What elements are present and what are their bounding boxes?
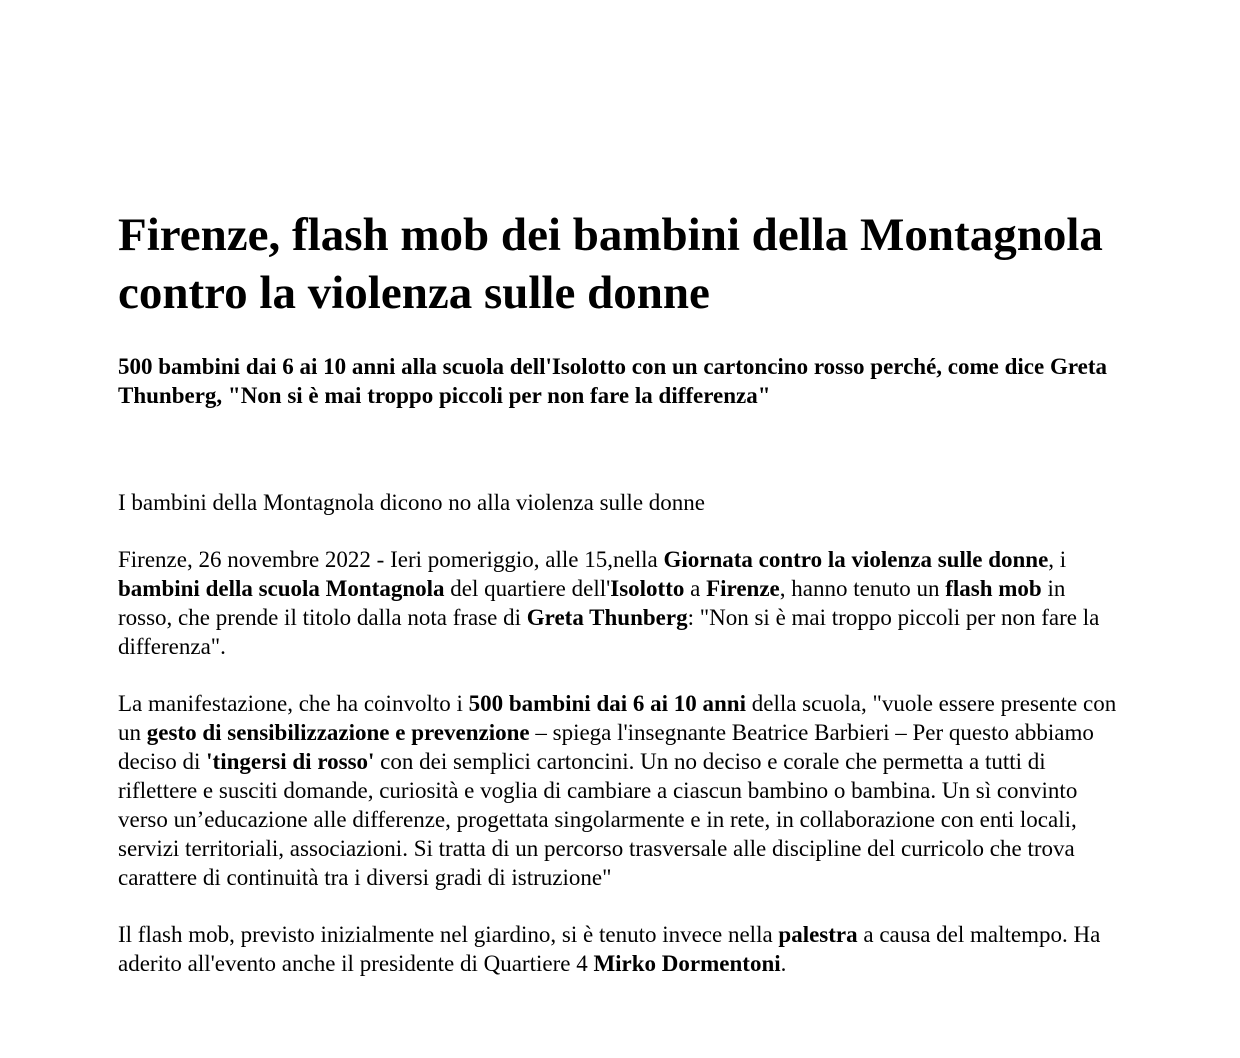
bold-span: flash mob	[945, 576, 1042, 601]
bold-span: Greta Thunberg	[526, 605, 688, 630]
text-span: La manifestazione, che ha coinvolto i	[118, 691, 469, 716]
bold-span: palestra	[778, 922, 858, 947]
text-span: a causa del maltempo. Ha aderito all'evento anche il presidente di Quartiere 4	[118, 922, 1101, 976]
bold-span: Firenze	[706, 576, 780, 601]
article-subtitle: 500 bambini dai 6 ai 10 anni alla scuola dell'Isolotto con un cartoncino rosso perché, come dice Greta Thunberg, "Non si è mai troppo piccoli per non fare la differenza"	[118, 354, 1108, 408]
text-span: , i	[1048, 547, 1067, 572]
bold-span: Mirko Dormentoni	[593, 951, 781, 976]
text-span: , hanno tenuto un	[779, 576, 946, 601]
article	[118, 206, 1118, 978]
paragraph-1	[118, 545, 1118, 661]
text-span: Firenze, 26 novembre 2022 - Ieri pomeriggio, alle 15,nella	[118, 547, 664, 572]
text-span: della scuola, "vuole essere presente con un	[118, 691, 1117, 745]
text-span: a	[684, 576, 707, 601]
article-lead: I bambini della Montagnola dicono no alla violenza sulle donne	[118, 490, 705, 515]
bold-span: Isolotto	[610, 576, 685, 601]
text-span: in rosso, che prende il titolo dalla nota frase di	[118, 576, 1066, 630]
bold-span: gesto di sensibilizzazione e prevenzione	[146, 720, 530, 745]
bold-span: 'tingersi di rosso'	[206, 749, 375, 774]
paragraph-2	[118, 689, 1118, 892]
bold-span: bambini della scuola Montagnola	[118, 576, 445, 601]
text-span: con dei semplici cartoncini. Un no deciso e corale che permetta a tutti di riflettere e susciti domande, curiosità e voglia di cambiare a ciascun bambino o bambina. Un sì convinto verso un’educazione alle differenze, progettata singolarmente e in rete, in collaborazione con enti locali, servizi territoriali, associazioni. Si tratta di un percorso trasversale alle discipline del curricolo che trova carattere di continuità tra i diversi gradi di istruzione"	[118, 749, 1078, 890]
text-span: Il flash mob, previsto inizialmente nel giardino, si è tenuto invece nella	[118, 922, 779, 947]
text-span: del quartiere dell'	[444, 576, 611, 601]
text-span: – spiega l'insegnante Beatrice Barbieri – Per questo abbiamo deciso di	[118, 720, 1094, 774]
text-span: .	[780, 951, 787, 976]
bold-span: 500 bambini dai 6 ai 10 anni	[468, 691, 746, 716]
article-title: Firenze, flash mob dei bambini della Montagnola contro la violenza sulle donne	[118, 209, 1103, 319]
paragraph-3	[118, 920, 1118, 978]
bold-span: Giornata contro la violenza sulle donne	[663, 547, 1049, 572]
text-span: : "Non si è mai troppo piccoli per non fare la differenza".	[118, 605, 1100, 659]
